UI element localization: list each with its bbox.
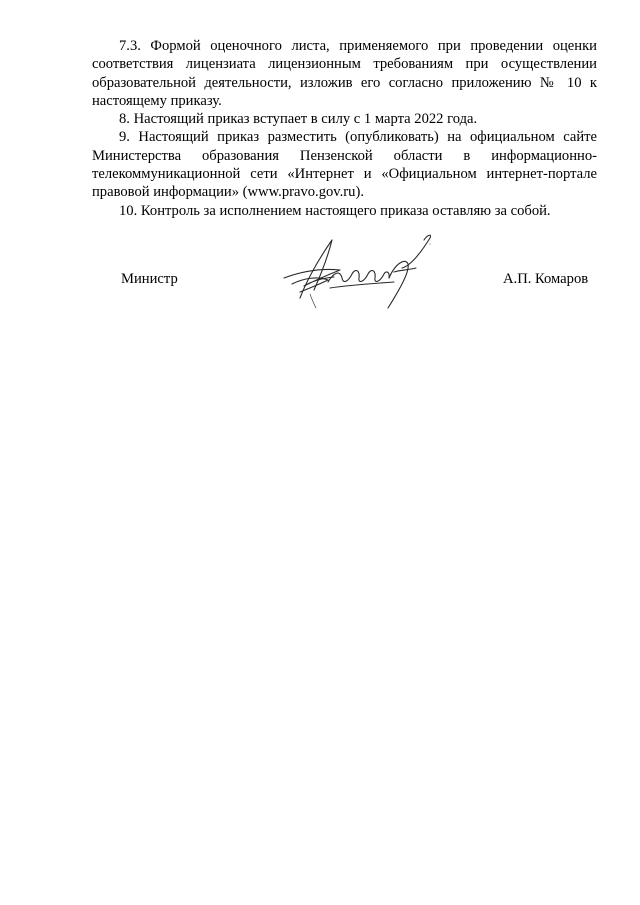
signer-name: А.П. Комаров	[503, 271, 589, 287]
signer-title: Министр	[121, 271, 178, 287]
handwritten-signature-icon	[270, 232, 445, 312]
paragraph-7-3: 7.3. Формой оценочного листа, применяемого при проведении оценки соответствия лицензиата лицензионным требованиям при осуществлении образовательной деятельности, изложив его согласно приложению № 10 к настоящему приказу.	[92, 38, 597, 109]
paragraph-9: 9. Настоящий приказ разместить (опубликовать) на официальном сайте Министерства образования Пензенской области в информационно-телекоммуникационной сети «Интернет и «Официальном интернет-портале правовой информации» (www.pravo.gov.ru).	[92, 129, 597, 201]
document-body	[92, 37, 597, 220]
paragraph-10: 10. Контроль за исполнением настоящего приказа оставляю за собой.	[119, 202, 551, 219]
paragraph-8: 8. Настоящий приказ вступает в силу с 1 марта 2022 года.	[119, 111, 478, 128]
